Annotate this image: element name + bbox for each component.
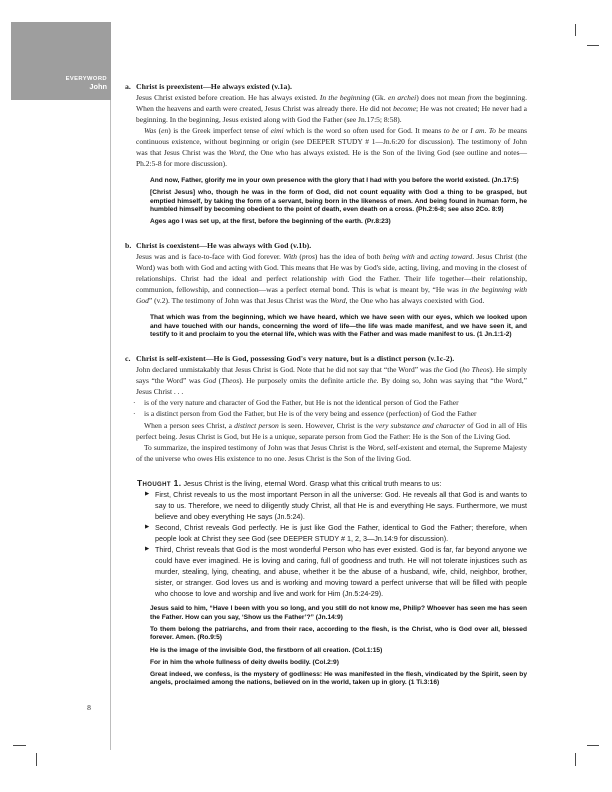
crop-mark-bottom-right-vertical: [575, 753, 576, 766]
section-c: [125, 353, 527, 464]
section-heading: Christ is preexistent—He always existed (v.1a).: [136, 82, 292, 91]
crop-mark-bottom-left-horizontal: [13, 745, 26, 746]
thought-point: [145, 489, 527, 522]
scripture-quote: And now, Father, glorify me in your own presence with the glory that I had with you before the world existed. (Jn.17:5): [150, 177, 519, 184]
section-heading: Christ is coexistent—He was always with God (v.1b).: [136, 241, 312, 251]
crop-mark-bottom-right-horizontal: [587, 745, 599, 746]
triangle-bullet-icon: ▶: [145, 524, 150, 531]
scripture-quote: Great indeed, we confess, is the mystery of godliness: He was manifested in the flesh, vindicated by the Spirit, seen by angels, proclaimed among the nations, believed on in the world, taken up in glory. (1 Ti.3:16): [150, 671, 527, 687]
scripture-quote: [Christ Jesus] who, though he was in the form of God, did not count equality with God a thing to be grasped, but emptied himself, by taking the form of a servant, being born in the likeness of men. And being found in human form, he humbled himself by becoming obedient to the point of death, even death on a cross. (Ph.2:6-8; see also 2Co. 8:9): [150, 189, 527, 213]
scripture-quote: Ages ago I was set up, at the first, before the beginning of the earth. (Pr.8:23): [150, 218, 391, 226]
section-heading: Christ is self-existent—He is God, possessing God's very nature, but is a distinct person (v.1c-2).: [136, 354, 455, 364]
section-b: [125, 240, 527, 339]
crop-mark-bottom-left-vertical: [36, 753, 37, 766]
scripture-quote: He is the image of the invisible God, the firstborn of all creation. (Col.1:15): [150, 646, 383, 654]
closing-paragraphs: [136, 419, 527, 464]
scripture-quote: For in him the whole fullness of deity dwells bodily. (Col.2:9): [150, 658, 339, 666]
thought-point: [145, 544, 527, 599]
bullet-text: is of the very nature and character of God the Father, but He is not the identical person of God the Father: [144, 398, 459, 408]
scripture-quote: To them belong the patriarchs, and from their race, according to the flesh, is the Christ, who is God over all, blessed forever. Amen. (Ro.9:5): [150, 625, 527, 642]
scripture-quote: That which was from the beginning, which we have heard, which we have seen with our eyes, which we looked upon and have touched with our hands, concerning the word of life—the life was made manifest, and we have seen it, and testify to it and proclaim to you the eternal life, which was with the Father and was made manifest to us. (1 Jn.1:1-2): [150, 314, 527, 339]
triangle-bullet-icon: ▶: [145, 546, 150, 553]
dot-bullet-icon: ·: [133, 398, 136, 408]
body-paragraph: Jesus Christ existed before creation. He has always existed. In the beginning (Gk. en archei) does not mean from the beginning. When the heavens and earth were created, Jesus Christ was already there. He did not become; He was not created; He never had a beginning. In the beginning, Jesus existed along with God the Father (see Jn.17:5; 8:58).: [136, 93, 527, 124]
series-brand-label: EVERYWORD: [65, 75, 107, 82]
commentary-content: [125, 81, 527, 688]
thumb-tab: [11, 22, 111, 100]
thought-intro-line: [137, 478, 527, 489]
section-label: a.: [125, 82, 131, 91]
thought-point: [145, 522, 527, 544]
bullet-text: is a distinct person from God the Father, but He is of the very being and essence (perfection) of God the Father: [144, 409, 477, 419]
thought-point-text: First, Christ reveals to us the most important Person in all the universe: God. He reveals all that God is and wants to say to us. Therefore, we need to diligently study Christ, all that He is and everything He says. Furthermore, we must believe and obey everything He says (Jn.5:24).: [155, 490, 527, 522]
thought-point-text: Third, Christ reveals that God is the most wonderful Person who has ever existed. God is far, far beyond anyone we could have ever imagined. He is loving and caring, full of goodness and truth. He will not tolerate injustices such as murder, stealing, lying, cheating, and abuse, whether it be the abuse of a husband, wife, child, neighbor, brother, sister, or stranger. God loves us and is working and moving toward a perfect universe that will be filled with people who choose to love and worship and live and work for Him (Jn.5:24-29).: [155, 545, 527, 599]
scripture-quote-group: [150, 169, 527, 226]
thought-intro-text: Jesus Christ is the living, eternal Word. Grasp what this critical truth means to us:: [183, 479, 442, 489]
scripture-quote-group: [150, 599, 527, 687]
body-paragraph: Was (en) is the Greek imperfect tense of eimi which is the word so often used for God. It means to be or I am. To be means continuous existence, without beginning or origin (see DEEPER STUDY # 1—Jn.6:20 for discussion). The testimony of John was that Jesus Christ was the Word, the One who has always existed. He is the Son of the living God (see outline and notes—Ph.2:5-8 for more discussion).: [136, 126, 528, 168]
thought-label: Thought 1.: [137, 478, 182, 489]
bullet-item: [133, 397, 527, 408]
section-a: [125, 81, 527, 226]
crop-mark-top-right-vertical: [575, 24, 576, 36]
thought-block: [125, 478, 527, 687]
bullet-item: [133, 408, 527, 419]
page-number: 8: [87, 703, 91, 712]
body-paragraph: Jesus was and is face-to-face with God forever. With (pros) has the idea of both being with and acting toward. Jesus Christ (the Word) was both with God and acting with God. This means that He was by God's side, acting, living, and moving in the closest of relationships. Christ had the ideal and perfect relationship with God the Father. Their life together—their relationship, communion, fellowship, and connection—was a perfect eternal bond. This is what is meant by, “He was in the beginning with God” (v.2). The testimony of John was that Jesus Christ was the Word, the One who has always coexisted with God.: [136, 252, 527, 306]
crop-mark-top-right-horizontal: [587, 45, 599, 46]
body-paragraph: John declared unmistakably that Jesus Christ is God. Note that he did not say that “the Word” was the God (ho Theos). He simply says “the Word” was God (Theos). He purposely omits the definite article the. By doing so, John was saying that “the Word,” Jesus Christ . . .: [136, 365, 528, 397]
dot-bullet-icon: ·: [133, 409, 136, 419]
triangle-bullet-icon: ▶: [145, 491, 150, 498]
scripture-quote-group: [150, 306, 527, 339]
section-label: b.: [125, 241, 132, 251]
book-title-label: John: [89, 82, 107, 92]
thought-point-text: Second, Christ reveals God perfectly. He is just like God the Father, identical to God the Father; therefore, when people look at Christ they see God (see DEEPER STUDY # 1, 2, 3—Jn.14:9 for discussion).: [155, 523, 527, 544]
section-label: c.: [125, 354, 131, 364]
body-paragraph: When a person sees Christ, a distinct person is seen. However, Christ is the very substance and character of God in all of His perfect being. Jesus Christ is God, but He is a unique, separate person from God the Father: He is the Son of the Living God.: [136, 421, 527, 442]
margin-rule: [110, 100, 111, 750]
body-paragraph: To summarize, the inspired testimony of John was that Jesus Christ is the Word, self-existent and eternal, the Supreme Majesty of the universe who owes His existence to no one. Jesus Christ is the Son of the living God.: [136, 443, 527, 464]
scripture-quote: Jesus said to him, “Have I been with you so long, and you still do not know me, Philip? Whoever has seen me has seen the Father. How can you say, ‘Show us the Father’?” (Jn.14:9): [150, 605, 527, 621]
